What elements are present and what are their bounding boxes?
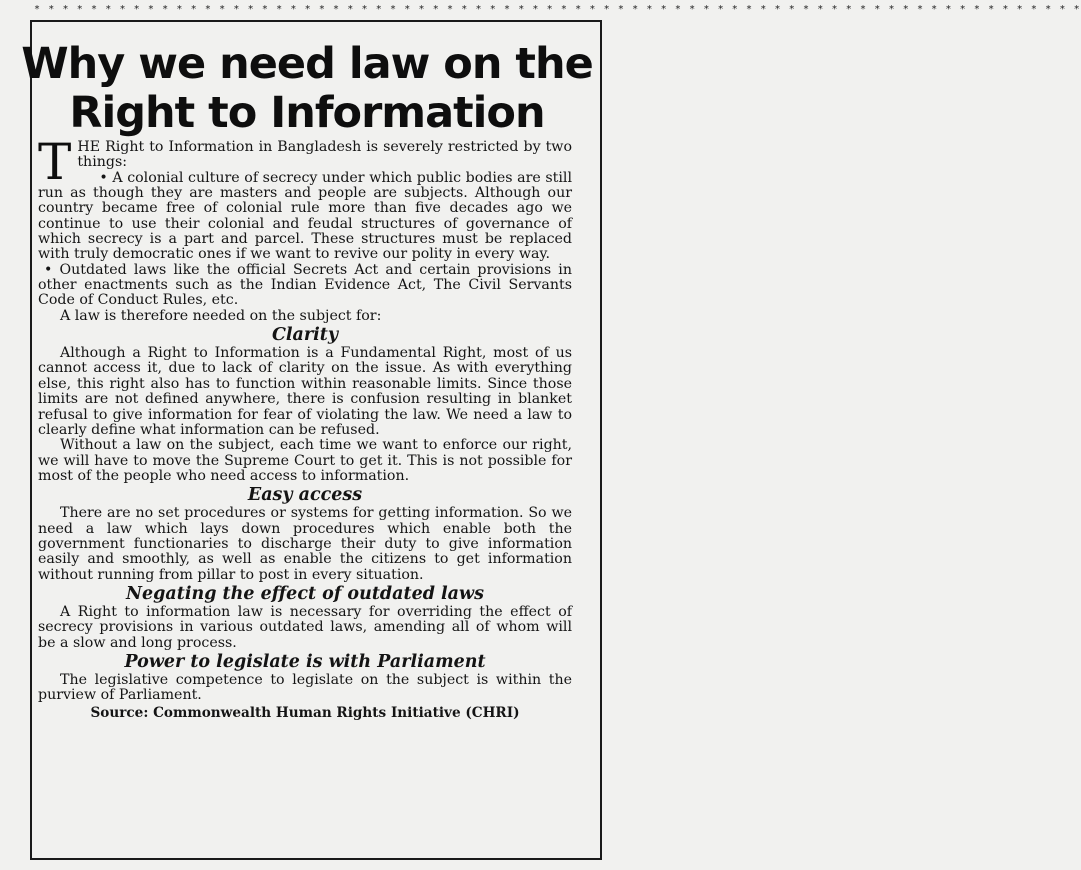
bullet-outdated-laws: • Outdated laws like the official Secrets Act and certain provisions in other enactments such as the Indian Evidence Act, The Civil Servants Code of Conduct Rules, etc. — [38, 261, 572, 309]
parliament-paragraph: The legislative competence to legislate on the subject is within the purview of Parliament. — [38, 671, 572, 704]
bullet-colonial-secrecy: • A colonial culture of secrecy under which public bodies are still run as though they are masters and people are subjects. Although our country became free of colonial rule more than five decades ago we continue to use their colonial and feudal structures of governance of which secrecy is a part and parcel. These structures must be replaced with truly democratic ones if we want to revive our polity in every way. — [38, 169, 572, 263]
star-rule: * * * * * * * * * * * * * * * * * * * * * * * * * * * * * * * * * * * * * * * * * * * * * * * * * * * * * * * * * * * * * * * * * * * * * * * * * * — [34, 4, 1081, 15]
lead-in: A law is therefore needed on the subject for: — [60, 307, 382, 324]
clarity-paragraph-2: Without a law on the subject, each time we want to enforce our right, we will have to move the Supreme Court to get it. This is not possible for most of the people who need access to information. — [38, 437, 572, 484]
article-body — [38, 133, 572, 721]
outdated-laws-paragraph: A Right to information law is necessary for overriding the effect of secrecy provisions in various outdated laws, amending all of whom will be a slow and long process. — [38, 603, 572, 651]
intro-paragraph — [38, 133, 572, 191]
section-heading-parliament: Power to legislate is with Parliament — [124, 651, 486, 672]
section-heading-easy-access: Easy access — [247, 485, 363, 506]
clarity-paragraph-1: Although a Right to Information is a Fundamental Right, most of us cannot access it, due to lack of clarity on the issue. As with everything else, this right also has to function within reasonable limits. Since those limits are not defined anywhere, there is confusion resulting in blanket refusal to give information for fear of violating the law. We need a law to clearly define what information can be refused. — [38, 345, 572, 438]
drop-cap: T — [38, 133, 72, 191]
easy-access-paragraph: There are no set procedures or systems for getting information. So we need a law which lays down procedures which enable both the government functionaries to discharge their duty to give information easily and smoothly, as well as enable the citizens to get information without running from pillar to post in every situation. — [38, 505, 572, 583]
source-credit: Source: Commonwealth Human Rights Initiative (CHRI) — [90, 704, 520, 721]
headline: Why we need law on the Right to Information — [21, 39, 593, 138]
section-heading-outdated-laws: Negating the effect of outdated laws — [126, 583, 484, 604]
section-heading-clarity: Clarity — [271, 325, 339, 346]
intro-text: HE Right to Information in Bangladesh is severely restricted by two things: — [77, 139, 572, 171]
